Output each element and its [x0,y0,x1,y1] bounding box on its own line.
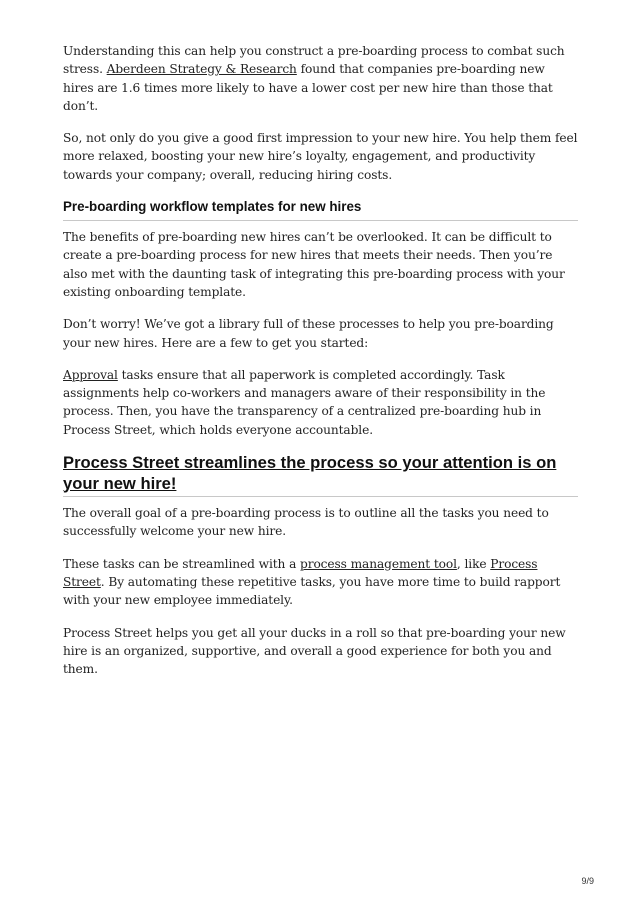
paragraph-dont-worry: Don’t worry! We’ve got a library full of these processes to help you pre-boarding your new hires. Here are a few to get you started: [63,317,554,350]
section-heading-templates: Pre-boarding workflow templates for new hires [63,198,578,221]
paragraph-text: These tasks can be streamlined with a [63,556,301,571]
paragraph-streamlined [63,555,578,610]
paragraph-text: found that companies pre-boarding new hires are 1.6 times more likely to have a lower cost per new hire than those that don’t. [63,62,553,113]
article-body [63,42,578,692]
paragraph-text: tasks ensure that all paperwork is completed accordingly. Task assignments help co-workers and managers aware of their responsibility in the process. Then, you have the transparency of a centralized pre-boarding hub in Process Street, which holds everyone accountable. [63,367,546,437]
paragraph-overall-goal: The overall goal of a pre-boarding process is to outline all the tasks you need to successfully welcome your new hire. [63,506,549,539]
process-street-link[interactable]: Process Street [63,556,538,589]
aberdeen-link[interactable]: Aberdeen Strategy & Research [106,62,297,77]
paragraph-stress [63,42,578,115]
paragraph-ducks: Process Street helps you get all your ducks in a roll so that pre-boarding your new hire is an organized, supportive, and overall a good experience for both you and them. [63,625,566,677]
paragraph-text: Understanding this can help you construct a pre-boarding process to combat such stress. [63,44,565,77]
paragraph-benefits: The benefits of pre-boarding new hires can’t be overlooked. It can be difficult to create a pre-boarding process for new hires that meets their needs. Then you’re also met with the daunting task of integrating this pre-boarding process with your existing onboarding template. [63,230,565,299]
section-heading-link[interactable]: Process Street streamlines the process so your attention is on your new hire! [63,453,557,493]
approval-link[interactable]: Approval [63,367,118,382]
paragraph-first-impression: So, not only do you give a good first impression to your new hire. You help them feel more relaxed, boosting your new hire’s loyalty, engagement, and productivity towards your company; overall, reducing hiring costs. [63,131,578,182]
paragraph-text: . By automating these repetitive tasks, you have more time to build rapport with your new employee immediately. [63,574,561,608]
paragraph-text: , like [456,556,491,571]
section-heading-streamlines[interactable] [63,453,578,497]
page-number: 9/9 [581,876,594,886]
process-management-tool-link[interactable]: process management tool [300,556,457,571]
paragraph-approval [63,366,578,439]
